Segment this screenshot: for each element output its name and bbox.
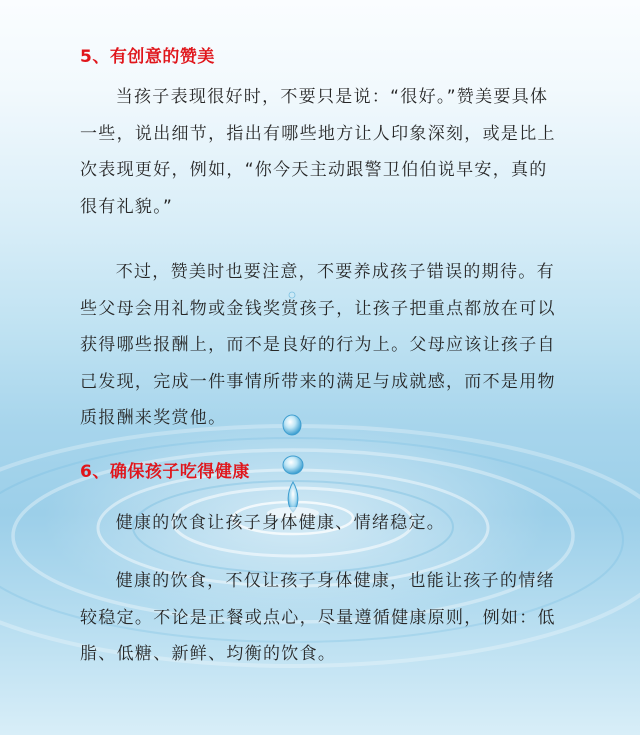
section-5-heading: 5、有创意的赞美 — [80, 47, 215, 67]
section-6-heading: 6、确保孩子吃得健康 — [80, 462, 250, 482]
section-6-paragraph-2: 健康的饮食，不仅让孩子身体健康，也能让孩子的情绪较稳定。不论是正餐或点心，尽量遵循健康原则，例如：低脂、低糖、新鲜、均衡的饮食。 — [80, 571, 556, 664]
section-5-paragraph-1: 当孩子表现很好时，不要只是说：“很好。”赞美要具体一些，说出细节，指出有哪些地方让人印象深刻，或是比上次表现更好，例如，“你今天主动跟警卫伯伯说早安，真的很有礼貌。” — [80, 87, 556, 217]
section-5-paragraph-2: 不过，赞美时也要注意，不要养成孩子错误的期待。有些父母会用礼物或金钱奖赏孩子，让孩子把重点都放在可以获得哪些报酬上，而不是良好的行为上。父母应该让孩子自己发现，完成一件事情所带来的满足与成就感，而不是用物质报酬来奖赏他。 — [80, 262, 556, 428]
section-6-paragraph-1: 健康的饮食让孩子身体健康、情绪稳定。 — [115, 513, 446, 533]
